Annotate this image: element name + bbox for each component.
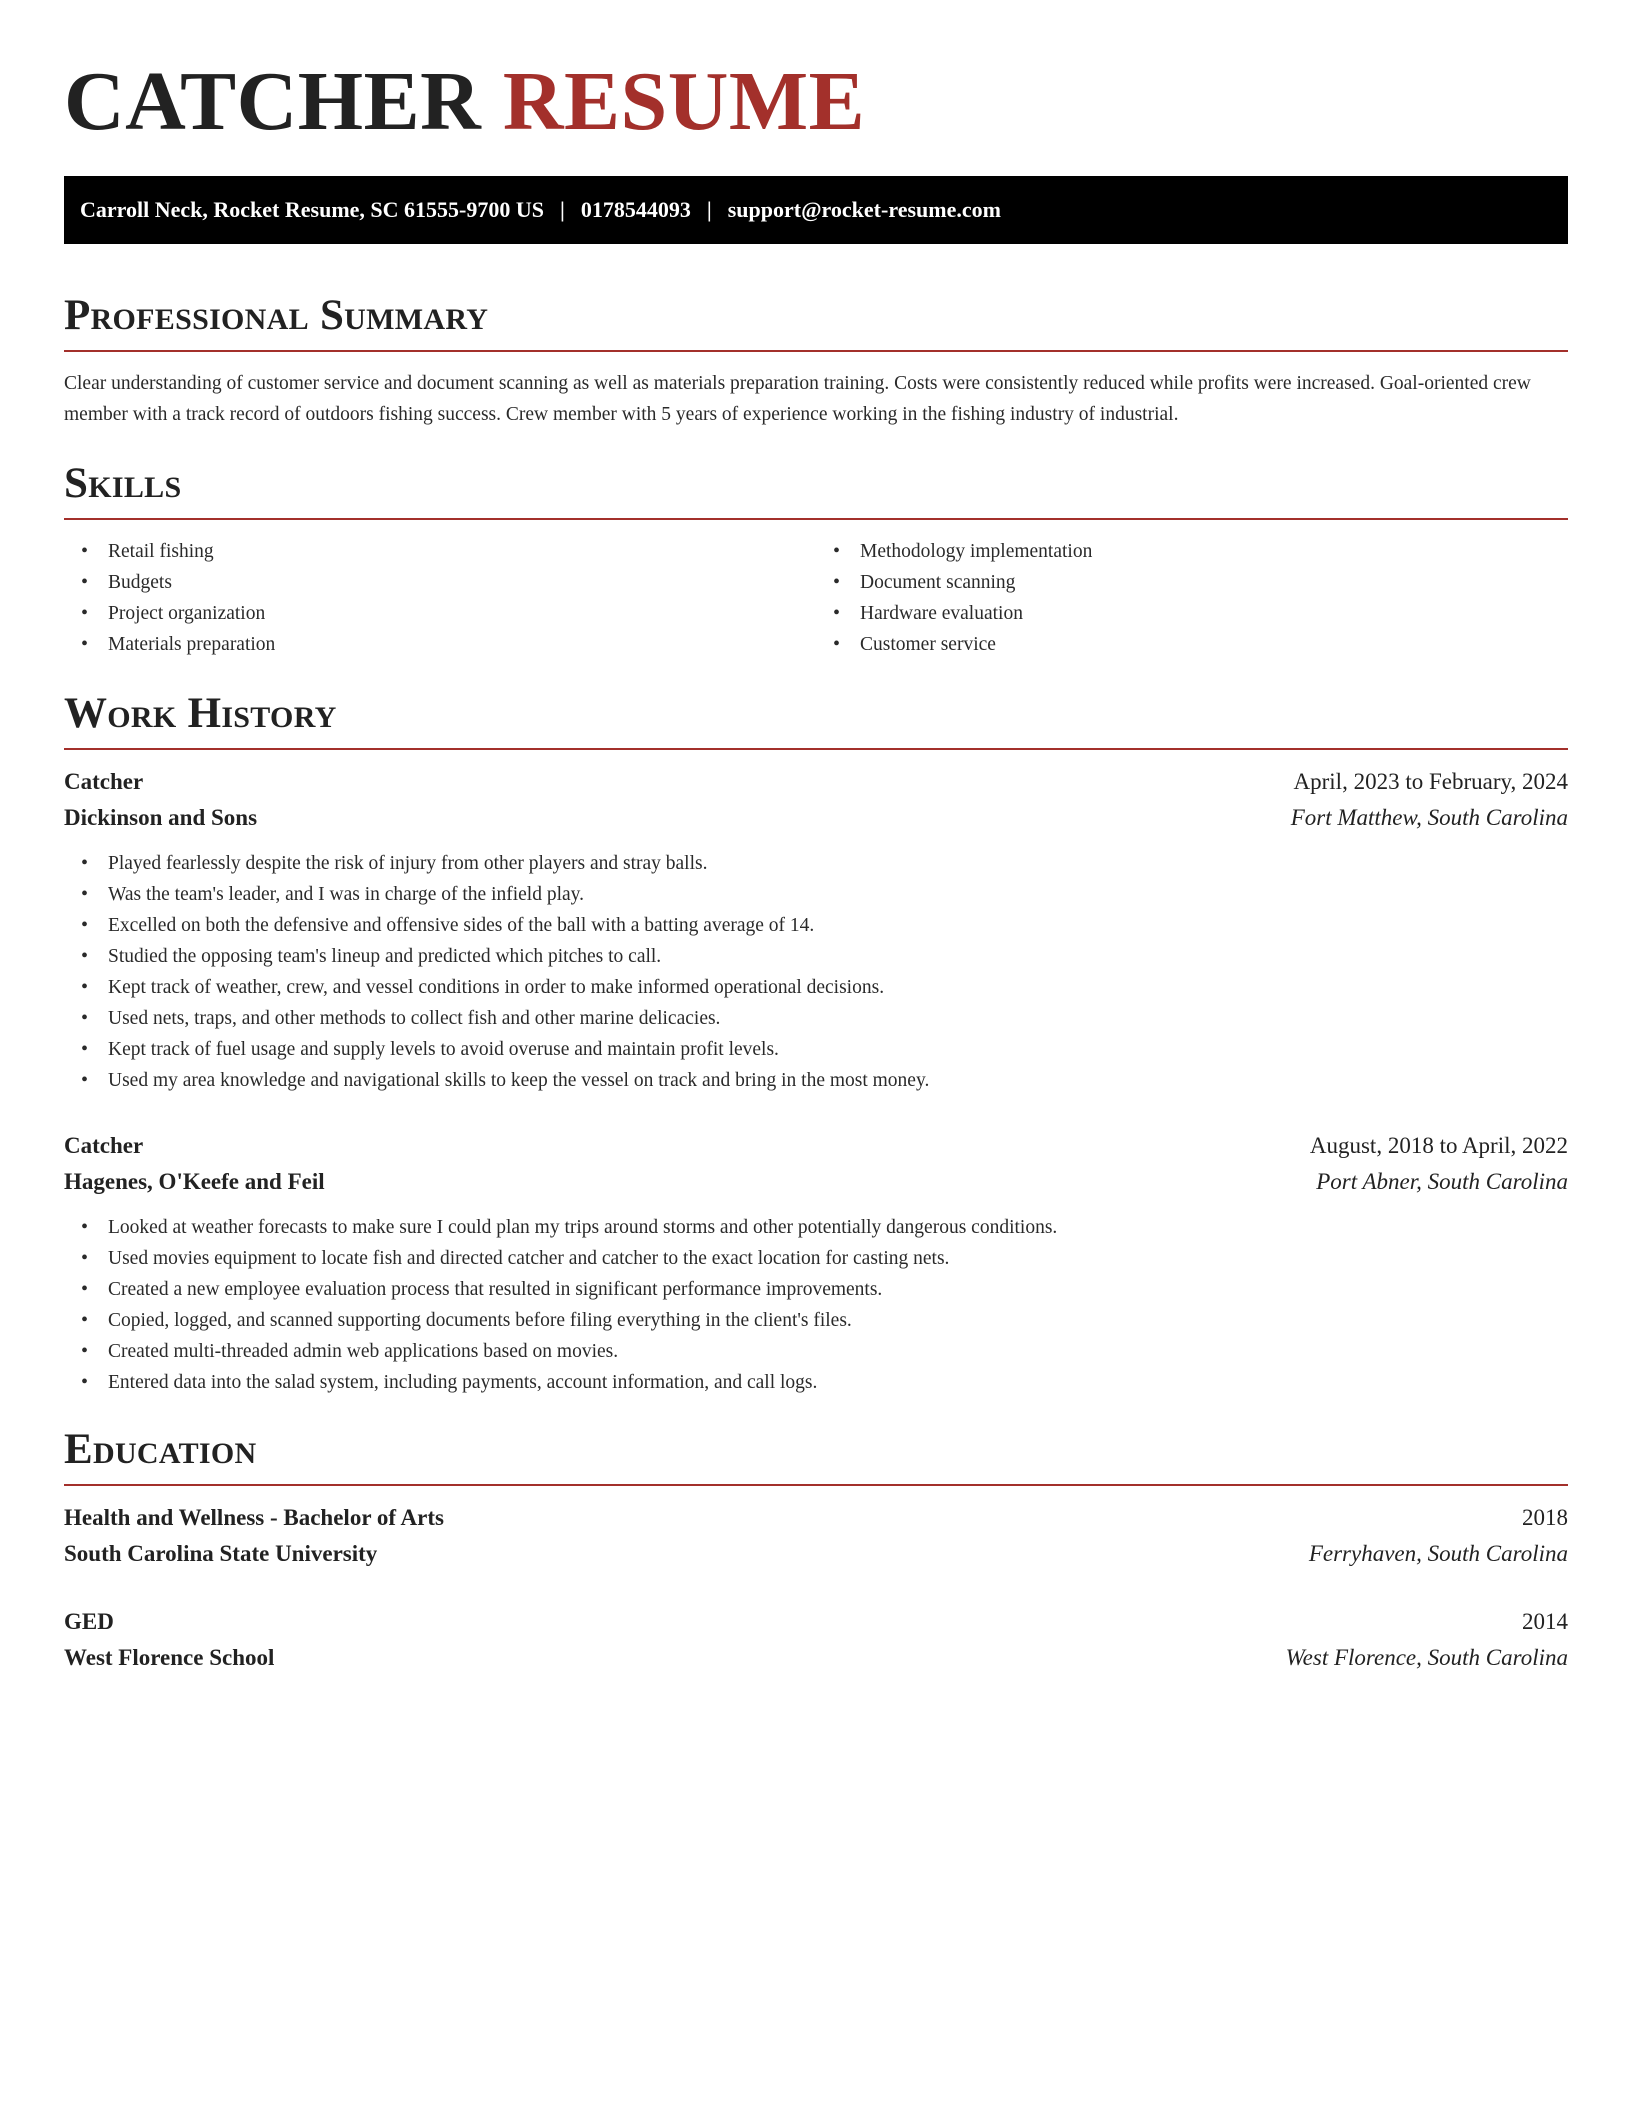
job-title: Catcher xyxy=(64,1133,144,1158)
resume-page xyxy=(64,0,1568,1676)
contact-separator: | xyxy=(560,197,565,222)
job-header xyxy=(64,764,1568,800)
skill-item: • Budgets xyxy=(108,567,816,598)
education-year: 2018 xyxy=(1522,1505,1568,1530)
work-section xyxy=(64,686,1568,1398)
skills-heading: Skills xyxy=(64,460,182,507)
job-bullet: • Played fearlessly despite the risk of injury from other players and stray balls. xyxy=(108,848,1568,879)
job-company: Hagenes, O'Keefe and Feil xyxy=(64,1169,325,1194)
skill-item: • Hardware evaluation xyxy=(860,598,1568,629)
contact-phone: 0178544093 xyxy=(580,197,691,222)
skills-list xyxy=(64,536,1568,660)
skill-item: • Methodology implementation xyxy=(860,536,1568,567)
education-header xyxy=(64,1604,1568,1640)
job-bullet: • Was the team's leader, and I was in charge of the infield play. xyxy=(108,879,1568,910)
education-divider xyxy=(64,1484,1568,1486)
job-bullet: • Kept track of weather, crew, and vessel conditions in order to make informed operational decisions. xyxy=(108,972,1568,1003)
job-entry xyxy=(64,1128,1568,1398)
contact-bar xyxy=(64,176,1568,244)
job-bullet: • Looked at weather forecasts to make sure I could plan my trips around storms and other potentially dangerous conditions. xyxy=(108,1212,1568,1243)
education-school: West Florence School xyxy=(64,1645,275,1670)
education-location: Ferryhaven, South Carolina xyxy=(1308,1541,1568,1566)
education-header xyxy=(64,1500,1568,1536)
job-company: Dickinson and Sons xyxy=(64,805,258,830)
education-degree: Health and Wellness - Bachelor of Arts xyxy=(64,1505,444,1530)
skill-item: • Retail fishing xyxy=(108,536,816,567)
job-bullet: • Excelled on both the defensive and offensive sides of the ball with a batting average of 14. xyxy=(108,910,1568,941)
job-bullets xyxy=(64,848,1568,1096)
education-subheader xyxy=(64,1640,1568,1676)
job-bullet: • Studied the opposing team's lineup and predicted which pitches to call. xyxy=(108,941,1568,972)
contact-address: Carroll Neck, Rocket Resume, SC 61555-9700 US xyxy=(80,197,544,222)
skills-column-right xyxy=(816,536,1568,660)
contact-email: support@rocket-resume.com xyxy=(727,197,1001,222)
title-main: CATCHER xyxy=(64,55,482,148)
job-bullet: • Used my area knowledge and navigational skills to keep the vessel on track and bring in the most money. xyxy=(108,1065,1568,1096)
education-entry xyxy=(64,1604,1568,1676)
job-subheader xyxy=(64,1164,1568,1200)
education-subheader xyxy=(64,1536,1568,1572)
job-bullet: • Created multi-threaded admin web applications based on movies. xyxy=(108,1336,1568,1367)
education-heading: Education xyxy=(64,1426,257,1473)
job-bullet: • Kept track of fuel usage and supply levels to avoid overuse and maintain profit levels. xyxy=(108,1034,1568,1065)
work-divider xyxy=(64,748,1568,750)
education-school: South Carolina State University xyxy=(64,1541,378,1566)
job-bullet: • Entered data into the salad system, including payments, account information, and call logs. xyxy=(108,1367,1568,1398)
skills-divider xyxy=(64,518,1568,520)
education-entry xyxy=(64,1500,1568,1572)
resume-title xyxy=(64,55,1568,148)
job-dates: April, 2023 to February, 2024 xyxy=(1293,769,1568,794)
summary-heading: Professional Summary xyxy=(64,292,489,339)
title-accent: RESUME xyxy=(502,55,866,148)
summary-text: Clear understanding of customer service and document scanning as well as materials preparation training. Costs were consistently reduced while profits were increased. Goal-oriented crew member with a track record of outdoors fishing success. Crew member with 5 years of experience working in the fishing industry of industrial. xyxy=(64,373,1531,425)
education-section xyxy=(64,1422,1568,1676)
job-bullets xyxy=(64,1212,1568,1398)
summary-section xyxy=(64,288,1568,430)
job-bullet: • Created a new employee evaluation process that resulted in significant performance improvements. xyxy=(108,1274,1568,1305)
job-subheader xyxy=(64,800,1568,836)
skills-section xyxy=(64,456,1568,660)
education-location: West Florence, South Carolina xyxy=(1285,1645,1568,1670)
summary-divider xyxy=(64,350,1568,352)
job-bullet: • Used nets, traps, and other methods to collect fish and other marine delicacies. xyxy=(108,1003,1568,1034)
skill-item: • Project organization xyxy=(108,598,816,629)
skill-item: • Customer service xyxy=(860,629,1568,660)
contact-separator: | xyxy=(706,197,712,222)
job-location: Fort Matthew, South Carolina xyxy=(1290,805,1568,830)
skill-item: • Materials preparation xyxy=(108,629,816,660)
education-year: 2014 xyxy=(1522,1609,1568,1634)
job-bullet: • Copied, logged, and scanned supporting documents before filing everything in the client's files. xyxy=(108,1305,1568,1336)
job-header xyxy=(64,1128,1568,1164)
job-bullet: • Used movies equipment to locate fish and directed catcher and catcher to the exact location for casting nets. xyxy=(108,1243,1568,1274)
skill-item: • Document scanning xyxy=(860,567,1568,598)
job-location: Port Abner, South Carolina xyxy=(1316,1169,1568,1194)
work-heading: Work History xyxy=(64,690,337,737)
job-dates: August, 2018 to April, 2022 xyxy=(1309,1133,1568,1158)
education-degree: GED xyxy=(64,1609,114,1634)
skills-column-left xyxy=(64,536,816,660)
job-title: Catcher xyxy=(64,769,144,794)
job-entry xyxy=(64,764,1568,1096)
